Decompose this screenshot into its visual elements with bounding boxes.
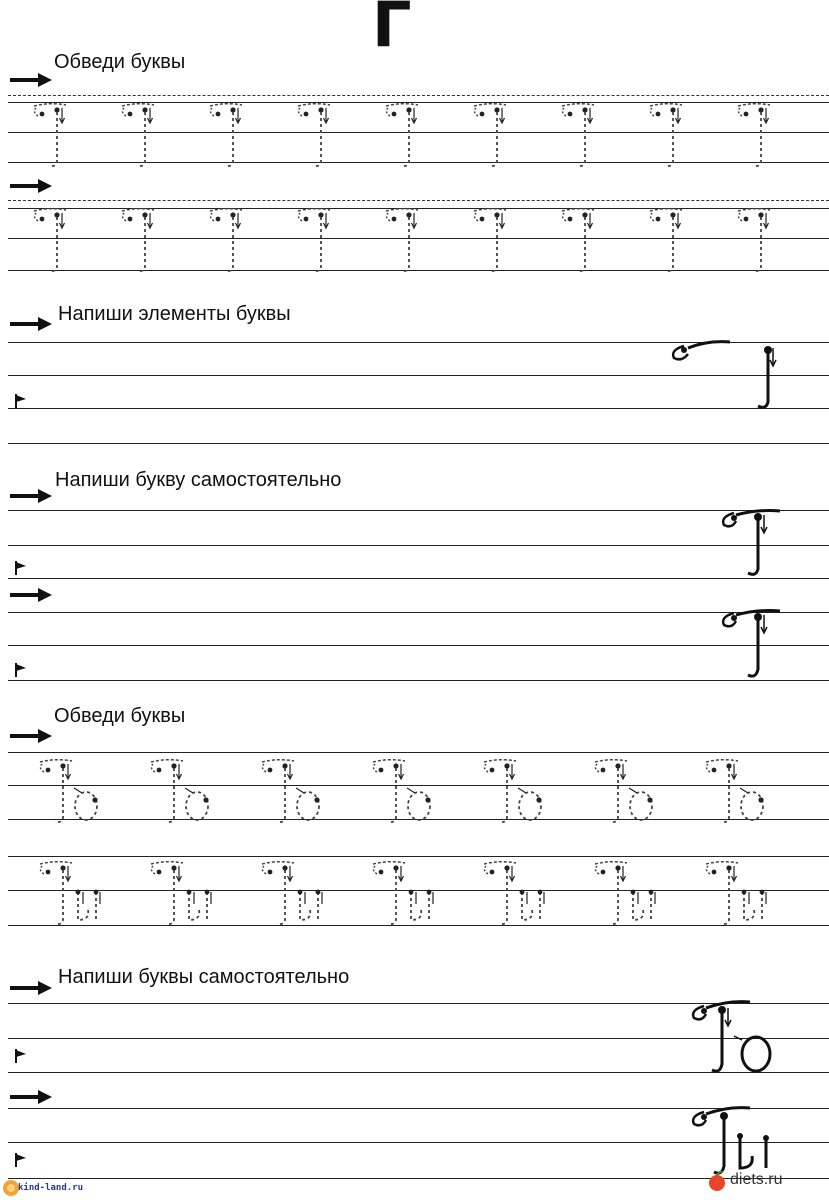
right-arrow-icon bbox=[10, 587, 52, 603]
letter-model bbox=[714, 605, 794, 685]
traced-letter bbox=[478, 858, 558, 938]
traced-letter bbox=[34, 858, 114, 938]
guide-line bbox=[8, 752, 829, 753]
traced-letter bbox=[644, 205, 724, 285]
traced-letter bbox=[732, 100, 812, 180]
guide-line bbox=[8, 443, 829, 444]
instruction-write-elements: Напиши элементы буквы bbox=[58, 303, 291, 325]
traced-letter bbox=[204, 100, 284, 180]
flag-icon bbox=[14, 662, 28, 678]
guide-line bbox=[8, 95, 829, 96]
right-arrow-icon bbox=[10, 316, 52, 332]
traced-letter bbox=[28, 205, 108, 285]
traced-letter bbox=[468, 205, 548, 285]
traced-letter bbox=[556, 205, 636, 285]
letter-element-model bbox=[660, 336, 780, 414]
right-arrow-icon bbox=[10, 72, 52, 88]
traced-letter bbox=[292, 100, 372, 180]
flag-icon bbox=[14, 1152, 28, 1168]
traced-letter bbox=[380, 205, 460, 285]
guide-line bbox=[8, 856, 829, 857]
instruction-trace-1: Обведи буквы bbox=[54, 51, 186, 73]
guide-line bbox=[8, 510, 829, 511]
guide-line bbox=[8, 578, 829, 579]
guide-line bbox=[8, 200, 829, 201]
traced-letter bbox=[116, 100, 196, 180]
guide-line bbox=[8, 645, 829, 646]
traced-letter bbox=[700, 858, 780, 938]
traced-letter bbox=[468, 100, 548, 180]
flag-icon bbox=[14, 1048, 28, 1064]
right-arrow-icon bbox=[10, 1089, 52, 1105]
traced-letter bbox=[644, 100, 724, 180]
guide-line bbox=[8, 612, 829, 613]
right-arrow-icon bbox=[10, 728, 52, 744]
right-arrow-icon bbox=[10, 980, 52, 996]
page-title: Г bbox=[372, 0, 412, 61]
traced-letter bbox=[292, 205, 372, 285]
credit-left: kind-land.ru bbox=[18, 1183, 84, 1193]
traced-letter bbox=[204, 205, 284, 285]
instruction-trace-2: Обведи буквы bbox=[54, 705, 186, 727]
flag-icon bbox=[14, 560, 28, 576]
traced-letter bbox=[589, 756, 669, 836]
traced-letter bbox=[732, 205, 812, 285]
guide-line bbox=[8, 680, 829, 681]
traced-letter bbox=[367, 858, 447, 938]
traced-letter bbox=[145, 858, 225, 938]
instruction-write-letter: Напиши букву самостоятельно bbox=[55, 469, 342, 491]
traced-letter bbox=[700, 756, 780, 836]
traced-letter bbox=[28, 100, 108, 180]
instruction-write-letters: Напиши буквы самостоятельно bbox=[58, 966, 350, 988]
traced-letter bbox=[367, 756, 447, 836]
traced-letter bbox=[556, 100, 636, 180]
right-arrow-icon bbox=[10, 488, 52, 504]
syllable-model bbox=[684, 998, 784, 1080]
credit-right: diets.ru bbox=[730, 1171, 783, 1188]
traced-letter bbox=[256, 858, 336, 938]
traced-letter bbox=[478, 756, 558, 836]
right-arrow-icon bbox=[10, 178, 52, 194]
traced-letter bbox=[34, 756, 114, 836]
flag-icon bbox=[14, 393, 28, 409]
apple-icon bbox=[706, 1170, 728, 1192]
traced-letter bbox=[256, 756, 336, 836]
traced-letter bbox=[380, 100, 460, 180]
traced-letter bbox=[145, 756, 225, 836]
letter-model bbox=[714, 505, 794, 585]
traced-letter bbox=[116, 205, 196, 285]
guide-line bbox=[8, 545, 829, 546]
traced-letter bbox=[589, 858, 669, 938]
